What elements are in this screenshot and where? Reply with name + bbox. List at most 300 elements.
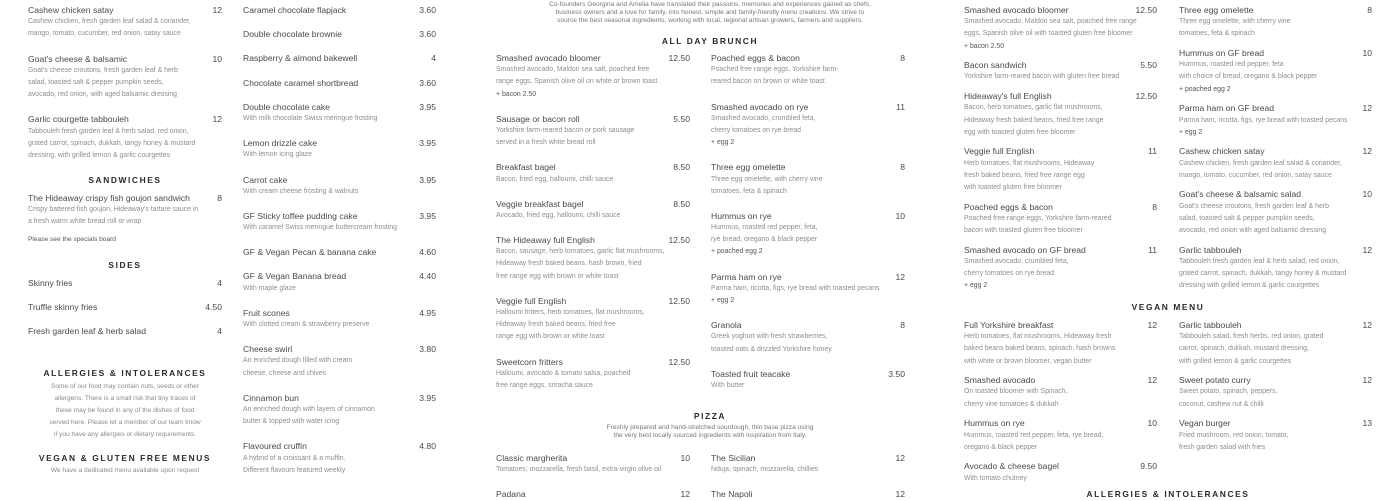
pizza-intro-line: the very best locally sourced ingredients with inspiration from Italy. bbox=[613, 432, 807, 440]
menu-item bbox=[711, 271, 905, 308]
menu-item-description: Tomatoes, mozzarella, fresh basil, extra-virgin olive oil bbox=[496, 466, 662, 474]
menu-item-description: carrot, spinach, dukkah, mustard dressing, bbox=[1179, 345, 1309, 353]
menu-item-row bbox=[243, 440, 436, 452]
menu-item-description: Bacon, fried egg, halloumi, chilli sauce bbox=[496, 175, 614, 183]
menu-item-description: avocado, red onion with aged balsamic dressing bbox=[1179, 227, 1327, 234]
section-heading: VEGAN & GLUTEN FREE MENUS bbox=[38, 453, 212, 463]
menu-item-name: Skinny fries bbox=[28, 278, 73, 288]
menu-item bbox=[243, 440, 436, 477]
menu-item-price: 4.60 bbox=[419, 247, 436, 258]
info-text-line: served here. Please let a member of our team know bbox=[49, 419, 201, 426]
menu-item-row bbox=[243, 174, 436, 186]
menu-item bbox=[711, 52, 905, 89]
menu-item-name: Fruit scones bbox=[243, 307, 290, 318]
menu-item-description: Hideaway fresh baked beans, fried free range bbox=[964, 116, 1104, 124]
menu-item bbox=[496, 295, 690, 344]
menu-item bbox=[1179, 417, 1372, 454]
menu-item-name: Smashed avocado on GF bread bbox=[964, 244, 1086, 255]
menu-item-description: eggs, Spanish olive oil with toasted gluten free bloomer bbox=[964, 30, 1133, 38]
menu-item-name: Goat's cheese & balsamic salad bbox=[1179, 189, 1302, 200]
menu-item-row bbox=[1179, 244, 1372, 256]
menu-item-price: 3.95 bbox=[419, 138, 436, 149]
menu-item-addon: + egg 2 bbox=[964, 282, 988, 290]
menu-item-price: 10 bbox=[680, 453, 690, 463]
menu-item-price: 10 bbox=[1362, 189, 1372, 200]
menu-item-price: 12 bbox=[212, 5, 222, 15]
menu-item-description: Hummus, roasted red pepper, feta bbox=[1179, 61, 1284, 69]
menu-item-name: Vegan burger bbox=[1179, 418, 1231, 429]
menu-item-price: 4.50 bbox=[205, 302, 222, 313]
menu-item bbox=[496, 52, 690, 101]
menu-item-description: Avocado, fried egg, halloumi, chilli sauce bbox=[496, 211, 621, 219]
menu-item-description: Smashed avocado, Maldon sea salt, poached free range bbox=[964, 18, 1137, 26]
menu-item-row bbox=[964, 90, 1157, 102]
menu-item-price: 3.60 bbox=[419, 77, 436, 88]
menu-section bbox=[496, 52, 690, 392]
intro-line: business owners and a love for family, into honest, simple and family-friendly menu creations. We strive to bbox=[555, 9, 865, 17]
menu-item-price: 12 bbox=[1362, 146, 1372, 157]
menu-item-name: The Napoli bbox=[711, 489, 753, 500]
menu-item-name: Carrot cake bbox=[243, 174, 288, 185]
menu-column-4 bbox=[711, 0, 905, 500]
menu-item-row bbox=[243, 270, 436, 282]
menu-item-name: Sweetcorn fritters bbox=[496, 356, 563, 367]
menu-item-description: An enriched dough filled with cream bbox=[243, 357, 353, 365]
menu-item-description: cherry vine tomatoes & dukkah bbox=[964, 400, 1059, 408]
menu-item bbox=[243, 28, 436, 40]
menu-column-1 bbox=[28, 0, 222, 500]
menu-item-price: 12 bbox=[1362, 375, 1372, 386]
menu-item-price: 8 bbox=[1152, 201, 1157, 212]
menu-item-description: cherry tomatoes on rye bread bbox=[964, 270, 1055, 278]
menu-item bbox=[496, 113, 690, 150]
menu-section bbox=[711, 52, 905, 392]
menu-item-description: dressing, with grilled lemon & garlic courgettes bbox=[28, 151, 171, 159]
menu-item-description: egg with toasted gluten free bloomer bbox=[964, 128, 1076, 136]
menu-item-name: Double chocolate cake bbox=[243, 101, 330, 112]
menu-item-price: 4.95 bbox=[419, 307, 436, 318]
menu-item-description: Poached free range eggs, Yorkshire farm-reared bbox=[964, 214, 1112, 222]
menu-item-name: Three egg omelette bbox=[1179, 5, 1254, 15]
menu-item-name: GF & Vegan Banana bread bbox=[243, 271, 347, 282]
menu-item-price: 12 bbox=[895, 271, 905, 282]
menu-item bbox=[964, 460, 1157, 484]
menu-item-description: toasted oats & drizzled Yorkshire honey bbox=[711, 345, 832, 353]
menu-item-addon: + bacon 2.50 bbox=[964, 42, 1005, 50]
menu-item-name: Hummus on GF bread bbox=[1179, 48, 1265, 59]
menu-item-description: free range egg with brown or white toast bbox=[496, 272, 619, 280]
menu-item-row bbox=[496, 488, 690, 500]
info-text-line: allergens. There is a small risk that tiny traces of bbox=[54, 395, 196, 402]
menu-item bbox=[496, 452, 690, 476]
menu-item-price: 4 bbox=[217, 278, 222, 288]
menu-item-row bbox=[964, 460, 1157, 472]
menu-item-row bbox=[1179, 145, 1372, 157]
menu-item-description: with grilled lemon & garlic courgettes bbox=[1179, 357, 1292, 365]
menu-item-price: 12 bbox=[1362, 244, 1372, 255]
menu-item-price: 10 bbox=[212, 53, 222, 64]
menu-item-price: 3.95 bbox=[419, 174, 436, 185]
menu-section bbox=[1179, 4, 1372, 292]
menu-item-row bbox=[243, 28, 436, 40]
menu-item-name: Chocolate caramel shortbread bbox=[243, 77, 359, 88]
menu-item bbox=[1179, 102, 1372, 139]
menu-item-price: 11 bbox=[1148, 146, 1157, 157]
menu-item-row bbox=[711, 488, 905, 500]
menu-item-price: 12.50 bbox=[668, 53, 690, 63]
menu-item-addon: + poached egg 2 bbox=[711, 248, 763, 256]
menu-item-price: 10 bbox=[1147, 418, 1157, 429]
menu-item-price: 12 bbox=[212, 114, 222, 125]
menu-item-name: Three egg omelette bbox=[711, 162, 786, 173]
menu-item-description: rye bread, oregano & black pepper bbox=[711, 236, 818, 244]
menu-item-name: Lemon drizzle cake bbox=[243, 138, 318, 149]
menu-section bbox=[243, 4, 436, 477]
menu-item bbox=[243, 246, 436, 258]
menu-item-row bbox=[28, 4, 222, 16]
menu-item-price: 11 bbox=[896, 101, 905, 112]
menu-item bbox=[28, 325, 222, 337]
menu-section bbox=[28, 277, 222, 338]
menu-item bbox=[964, 90, 1157, 139]
menu-item-name: Fresh garden leaf & herb salad bbox=[28, 326, 146, 337]
menu-item-description: tomatoes, feta & spinach bbox=[1179, 30, 1255, 38]
menu-item-name: Smashed avocado on rye bbox=[711, 101, 809, 112]
menu-item bbox=[243, 307, 436, 331]
menu-item-price: 12.50 bbox=[668, 295, 690, 306]
menu-item-row bbox=[496, 452, 690, 464]
menu-item bbox=[28, 301, 222, 313]
menu-item-price: 12 bbox=[895, 453, 905, 463]
menu-item-price: 8 bbox=[1367, 5, 1372, 15]
menu-item-name: Hummus on rye bbox=[964, 418, 1025, 429]
menu-item-price: 3.80 bbox=[419, 344, 436, 355]
menu-item-name: Cashew chicken satay bbox=[1179, 146, 1265, 157]
menu-item-description: with choice of bread, oregano & black pepper bbox=[1179, 73, 1318, 81]
menu-item-row bbox=[496, 161, 690, 173]
menu-section bbox=[28, 4, 222, 162]
menu-item-price: 3.95 bbox=[419, 101, 436, 112]
menu-item-price: 4.80 bbox=[419, 441, 436, 452]
menu-section bbox=[1179, 319, 1372, 454]
menu-item-price: 4.40 bbox=[419, 271, 436, 282]
menu-item bbox=[496, 198, 690, 222]
menu-item-description: oregano & black pepper bbox=[964, 443, 1038, 451]
menu-item-row bbox=[28, 53, 222, 65]
menu-item-addon: + poached egg 2 bbox=[1179, 85, 1231, 93]
menu-item bbox=[243, 174, 436, 198]
menu-item-name: Veggie full English bbox=[496, 295, 567, 306]
menu-item-row bbox=[964, 59, 1157, 71]
menu-item-name: Sweet potato curry bbox=[1179, 375, 1251, 386]
menu-item-price: 12.50 bbox=[668, 356, 690, 367]
menu-item bbox=[964, 201, 1157, 238]
menu-item-name: GF Sticky toffee pudding cake bbox=[243, 210, 358, 221]
menu-item-price: 4 bbox=[217, 326, 222, 337]
menu-item-row bbox=[711, 161, 905, 173]
menu-item-row bbox=[28, 277, 222, 289]
menu-item bbox=[964, 244, 1157, 293]
info-text-line: Some of our food may contain nuts, seeds or other bbox=[50, 383, 200, 390]
menu-item-row bbox=[964, 4, 1157, 16]
menu-item-description: Yorkshire farm-reared bacon or pork sausage bbox=[496, 126, 635, 134]
menu-item-name: Raspberry & almond bakewell bbox=[243, 53, 358, 64]
menu-item-description: Smashed avocado, Maldon sea salt, poached free bbox=[496, 66, 650, 74]
menu-item-description: Goat's cheese croutons, fresh garden leaf & herb bbox=[28, 66, 178, 74]
menu-item-row bbox=[243, 210, 436, 222]
menu-item-row bbox=[711, 319, 905, 331]
menu-item-name: Parma ham on rye bbox=[711, 271, 782, 282]
menu-item-description: Hideaway fresh baked beans, hash brown, fried bbox=[496, 260, 642, 268]
menu-item-description: With clotted cream & strawberry preserve bbox=[243, 321, 370, 328]
menu-item-description: served in a fresh white bread roll bbox=[496, 139, 596, 147]
menu-item bbox=[711, 368, 905, 392]
menu-item bbox=[964, 145, 1157, 194]
menu-section bbox=[964, 319, 1157, 485]
menu-item-name: Cashew chicken satay bbox=[28, 5, 114, 15]
menu-item-row bbox=[711, 101, 905, 113]
menu-item-price: 8 bbox=[900, 320, 905, 331]
menu-item-row bbox=[964, 145, 1157, 157]
menu-item-price: 12 bbox=[1147, 375, 1157, 386]
menu-item-description: with toasted gluten free bloomer bbox=[964, 183, 1063, 191]
menu-item-name: Hideaway's full English bbox=[964, 91, 1052, 102]
menu-item-name: Veggie breakfast bagel bbox=[496, 198, 584, 209]
menu-item-description: Cashew chicken, fresh garden leaf salad & coriander, bbox=[28, 18, 191, 26]
menu-item bbox=[964, 319, 1157, 368]
info-text bbox=[28, 465, 222, 477]
menu-item-name: Truffle skinny fries bbox=[28, 302, 98, 313]
menu-item-description: Bacon, sausage, herb tomatoes, garlic flat mushrooms, bbox=[496, 248, 665, 256]
menu-item-row bbox=[28, 192, 222, 204]
menu-item-addon: + egg 2 bbox=[1179, 128, 1203, 136]
menu-item-row bbox=[28, 325, 222, 337]
menu-item-description: With caramel Swiss meringue buttercream frosting bbox=[243, 224, 397, 232]
menu-item-addon: + egg 2 bbox=[711, 139, 735, 147]
menu-item-price: 12 bbox=[1362, 103, 1372, 114]
pizza-heading: PIZZA bbox=[693, 411, 727, 421]
menu-item bbox=[243, 210, 436, 234]
intro-line: Co-founders Georgina and Amelia have translated their passions, memories and experiences gained as chefs, bbox=[549, 1, 871, 8]
menu-item-name: Smashed avocado bbox=[964, 375, 1036, 386]
menu-item-row bbox=[711, 52, 905, 64]
menu-item-description: Three egg omelette, with cherry vine bbox=[711, 175, 823, 183]
menu-item-row bbox=[496, 356, 690, 368]
menu-item bbox=[1179, 319, 1372, 368]
menu-column-6 bbox=[1179, 0, 1372, 500]
menu-item-row bbox=[711, 368, 905, 380]
menu-item-row bbox=[964, 417, 1157, 429]
menu-item-name: The Sicilian bbox=[711, 453, 756, 463]
menu-item-description: With butter bbox=[711, 381, 745, 389]
menu-item-description: Hummus, roasted red pepper, feta, bbox=[711, 224, 818, 232]
menu-item-price: 10 bbox=[895, 210, 905, 221]
menu-item bbox=[243, 270, 436, 294]
menu-item-row bbox=[1179, 319, 1372, 331]
menu-item bbox=[1179, 188, 1372, 237]
vegan-menu-heading: VEGAN MENU bbox=[1131, 302, 1205, 312]
menu-item bbox=[1179, 244, 1372, 293]
menu-item bbox=[1179, 47, 1372, 96]
info-text-line: We have a dedicated menu available upon request bbox=[50, 467, 200, 474]
menu-item-name: Toasted fruit teacake bbox=[711, 368, 791, 379]
menu-item-description: Greek yoghurt with fresh strawberries, bbox=[711, 333, 828, 341]
section-heading: ALLERGIES & INTOLERANCES bbox=[43, 368, 207, 378]
menu-item-row bbox=[243, 4, 436, 16]
menu-item-name: Poached eggs & bacon bbox=[964, 201, 1053, 212]
info-text-line: if you have any allergies or dietary requirements. bbox=[53, 431, 197, 438]
menu-item-description: avocado, red onion, with aged balsamic dressing bbox=[28, 91, 178, 99]
menu-item bbox=[1179, 145, 1372, 182]
menu-item-name: Double chocolate brownie bbox=[243, 29, 342, 40]
menu-item-description: With maple glaze bbox=[243, 284, 296, 292]
menu-item-row bbox=[964, 319, 1157, 331]
menu-item-row bbox=[496, 113, 690, 125]
menu-section bbox=[496, 452, 690, 501]
menu-item-addon: + bacon 2.50 bbox=[496, 90, 537, 98]
menu-item-description: salad, toasted salt & pepper pumpkin seeds, bbox=[1179, 214, 1315, 222]
menu-item-name: Granola bbox=[711, 320, 742, 331]
menu-item-row bbox=[243, 77, 436, 89]
menu-item bbox=[496, 234, 690, 283]
menu-item-row bbox=[243, 137, 436, 149]
menu-item-row bbox=[496, 52, 690, 64]
menu-item-price: 8 bbox=[900, 162, 905, 173]
menu-item-price: 11 bbox=[1148, 244, 1157, 255]
menu-item-row bbox=[711, 271, 905, 283]
menu-item-price: 12 bbox=[1147, 320, 1157, 330]
menu-item-row bbox=[711, 210, 905, 222]
menu-item-description: Hummus, roasted red pepper, feta, rye bread, bbox=[964, 431, 1104, 439]
menu-item-price: 3.95 bbox=[419, 210, 436, 221]
menu-item-description: With cream cheese frosting & walnuts bbox=[243, 187, 359, 195]
menu-item-name: Smashed avocado bloomer bbox=[496, 53, 601, 63]
menu-item-name: Cinnamon bun bbox=[243, 392, 299, 403]
menu-column-3 bbox=[496, 0, 690, 500]
menu-item bbox=[711, 452, 905, 476]
menu-item-row bbox=[1179, 417, 1372, 429]
menu-item-description: On toasted bloomer with Spinach, bbox=[964, 388, 1068, 396]
menu-item-description: a fresh warm white bread roll or wrap bbox=[28, 218, 142, 226]
menu-item bbox=[964, 59, 1157, 83]
info-text-line: these may be found in any of the dishes of food bbox=[55, 407, 195, 414]
menu-item-description: Crispy battered fish goujon, Hideaway's tartare sauce in bbox=[28, 206, 199, 214]
menu-item-description: Tabbouleh salad, fresh herbs, red onion, grated bbox=[1179, 333, 1324, 341]
menu-item bbox=[964, 4, 1157, 53]
menu-item-description: Herb tomatoes, flat mushrooms, Hideaway fresh bbox=[964, 333, 1112, 341]
menu-item-row bbox=[964, 244, 1157, 256]
menu-item-price: 3.60 bbox=[419, 29, 436, 40]
menu-item-description: baked beans baked beans, spinach, hash browns bbox=[964, 345, 1116, 353]
menu-item-name: Garlic courgette tabbouleh bbox=[28, 114, 129, 125]
menu-item-description: cherry tomatoes on rye bread bbox=[711, 126, 802, 134]
section-heading: SANDWICHES bbox=[88, 175, 162, 185]
menu-item-description: With milk chocolate Swiss meringue frosting bbox=[243, 114, 378, 122]
menu-item-name: Avocado & cheese bagel bbox=[964, 461, 1059, 472]
menu-item-row bbox=[243, 392, 436, 404]
menu-item-price: 8 bbox=[217, 193, 222, 203]
menu-item bbox=[711, 319, 905, 356]
menu-item-price: 12 bbox=[895, 489, 905, 500]
menu-item-name: Padana bbox=[496, 489, 526, 500]
menu-item-description: mango, tomato, cucumber, red onion, satay sauce bbox=[28, 30, 181, 38]
menu-item bbox=[964, 374, 1157, 411]
menu-item-description: fresh baked beans, fried free range egg bbox=[964, 171, 1085, 179]
menu-item-row bbox=[1179, 188, 1372, 200]
menu-item-description: Goat's cheese croutons, fresh garden leaf & herb bbox=[1179, 202, 1329, 210]
menu-item bbox=[243, 137, 436, 161]
menu-item bbox=[243, 77, 436, 89]
menu-item-description: coconut, cashew nut & chilli bbox=[1179, 400, 1264, 408]
menu-item-price: 10 bbox=[1362, 48, 1372, 59]
menu-item-description: mango, tomato, cucumber, red onion, satay sauce bbox=[1179, 171, 1332, 179]
menu-item-description: A hybrid of a croissant & a muffin. bbox=[243, 454, 346, 462]
menu-item-description: Parma ham, ricotta, figs, rye bread with toasted pecans bbox=[711, 284, 880, 292]
menu-item-description: Tabbouleh fresh garden leaf & herb salad, red onion, bbox=[1179, 257, 1340, 265]
pizza-intro-line: Freshly prepared and hand-stretched sourdough, thin base pizza using bbox=[606, 424, 814, 431]
menu-item-description: dressing with grilled lemon & garlic courgettes bbox=[1179, 282, 1320, 290]
menu-item-description: tomatoes, feta & spinach bbox=[711, 187, 787, 195]
menu-item-row bbox=[496, 198, 690, 210]
menu-item-name: Garlic tabbouleh bbox=[1179, 244, 1242, 255]
menu-item-row bbox=[28, 301, 222, 313]
menu-item-name: The Hideaway crispy fish goujon sandwich bbox=[28, 193, 190, 203]
menu-item-description: grated carrot, spinach, dukkah, tangy honey & mustard bbox=[28, 139, 196, 147]
menu-item bbox=[28, 277, 222, 289]
menu-item bbox=[1179, 4, 1372, 41]
menu-item-price: 3.60 bbox=[419, 5, 436, 15]
menu-item-description: With lemon icing glaze bbox=[243, 151, 312, 159]
all-day-brunch-heading: ALL DAY BRUNCH bbox=[661, 36, 759, 46]
menu-item-name: Poached eggs & bacon bbox=[711, 53, 800, 63]
menu-item-row bbox=[1179, 102, 1372, 114]
menu-item bbox=[28, 113, 222, 162]
menu-item-description: free range eggs, sriracha sauce bbox=[496, 381, 593, 389]
menu-item-name: Bacon sandwich bbox=[964, 60, 1027, 71]
menu-item-description: Halloumi, avocado & tomato salsa, poached bbox=[496, 369, 631, 377]
menu-item-description: Cashew chicken, fresh garden leaf salad & coriander, bbox=[1179, 159, 1342, 167]
menu-column-5 bbox=[964, 0, 1157, 500]
menu-item-description: Smashed avocado, crumbled feta, bbox=[711, 114, 816, 122]
menu-item-description: fresh garden salad with fries bbox=[1179, 443, 1266, 451]
menu-item bbox=[496, 161, 690, 185]
menu-item-price: 5.50 bbox=[1140, 60, 1157, 71]
menu-item-description: with white or brown bloomer, vegan butter bbox=[964, 357, 1092, 365]
menu-item-price: 12.50 bbox=[668, 235, 690, 246]
menu-item bbox=[28, 53, 222, 102]
menu-item-name: Full Yorkshire breakfast bbox=[964, 320, 1054, 330]
menu-item-name: Sausage or bacon roll bbox=[496, 113, 580, 124]
menu-item-row bbox=[243, 101, 436, 113]
menu-section bbox=[964, 4, 1157, 292]
menu-item-name: Classic margherita bbox=[496, 453, 568, 463]
menu-item bbox=[243, 392, 436, 429]
menu-item-description: Tabbouleh fresh garden leaf & herb salad, red onion, bbox=[28, 127, 189, 135]
menu-item-description: Hideaway fresh baked beans, fried free bbox=[496, 321, 616, 329]
menu-item-description: Different flavours featured weekly bbox=[243, 466, 346, 474]
menu-item-row bbox=[243, 246, 436, 258]
menu-item-description: Yorkshire farm-reared bacon with gluten free bread bbox=[964, 73, 1120, 81]
menu-item-description: Parma ham, ricotta, figs, rye bread with toasted pecans bbox=[1179, 116, 1348, 124]
menu-section bbox=[28, 192, 222, 229]
menu-item-row bbox=[243, 307, 436, 319]
menu-item bbox=[243, 4, 436, 16]
menu-item-name: Veggie full English bbox=[964, 146, 1035, 157]
menu-item-description: An enriched dough with layers of cinnamon bbox=[243, 405, 375, 413]
menu-item-description: Fried mushroom, red onion, tomato, bbox=[1179, 431, 1289, 439]
menu-item-name: GF & Vegan Pecan & banana cake bbox=[243, 247, 377, 258]
menu-item-price: 12.50 bbox=[1135, 91, 1157, 102]
